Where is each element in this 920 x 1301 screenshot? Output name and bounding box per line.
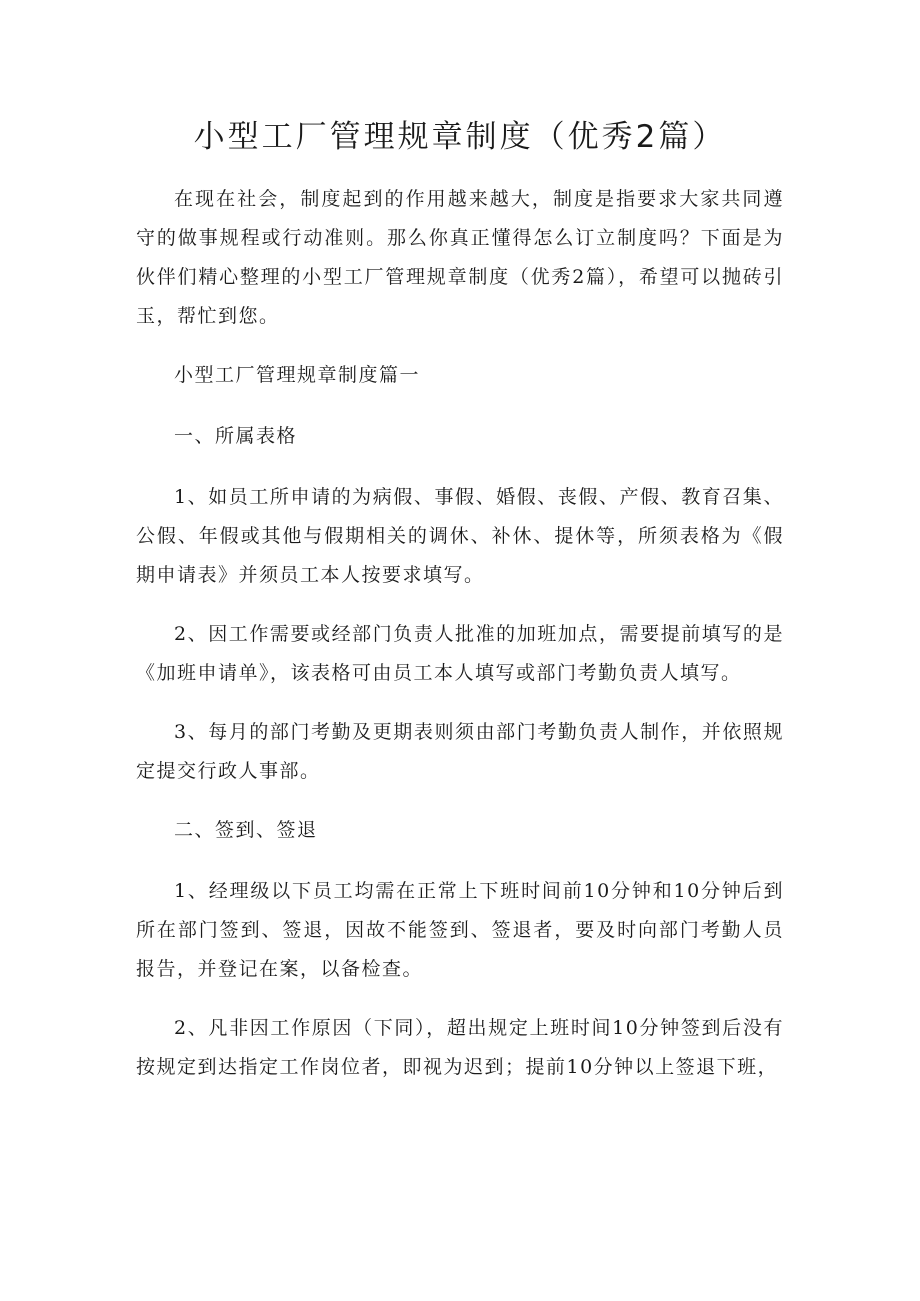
document-body bbox=[136, 180, 784, 1107]
signin-item-2: 2、凡非因工作原因（下同），超出规定上班时间10分钟签到后没有按规定到达指定工作岗位者，即视为迟到；提前10分钟以上签退下班， bbox=[136, 1017, 784, 1078]
section-title: 小型工厂管理规章制度篇一 bbox=[174, 364, 421, 386]
forms-item-1: 1、如员工所申请的为病假、事假、婚假、丧假、产假、教育召集、公假、年假或其他与假期相关的调休、补休、提休等，所须表格为《假期申请表》并须员工本人按要求填写。 bbox=[136, 486, 784, 586]
forms-item-3: 3、每月的部门考勤及更期表则须由部门考勤负责人制作，并依照规定提交行政人事部。 bbox=[136, 721, 784, 782]
intro-paragraph: 在现在社会，制度起到的作用越来越大，制度是指要求大家共同遵守的做事规程或行动准则。那么你真正懂得怎么订立制度吗？下面是为伙伴们精心整理的小型工厂管理规章制度（优秀2篇），希望可以抛砖引玉，帮忙到您。 bbox=[136, 188, 784, 327]
forms-item-2: 2、因工作需要或经部门负责人批准的加班加点，需要提前填写的是《加班申请单》，该表格可由员工本人填写或部门考勤负责人填写。 bbox=[136, 623, 784, 684]
section-heading-signin: 二、签到、签退 bbox=[174, 819, 318, 841]
document-title: 小型工厂管理规章制度（优秀2篇） bbox=[193, 119, 727, 155]
section-heading-forms: 一、所属表格 bbox=[174, 425, 298, 447]
signin-item-1: 1、经理级以下员工均需在正常上下班时间前10分钟和10分钟后到所在部门签到、签退，因故不能签到、签退者，要及时向部门考勤人员报告，并登记在案，以备检查。 bbox=[136, 880, 784, 980]
